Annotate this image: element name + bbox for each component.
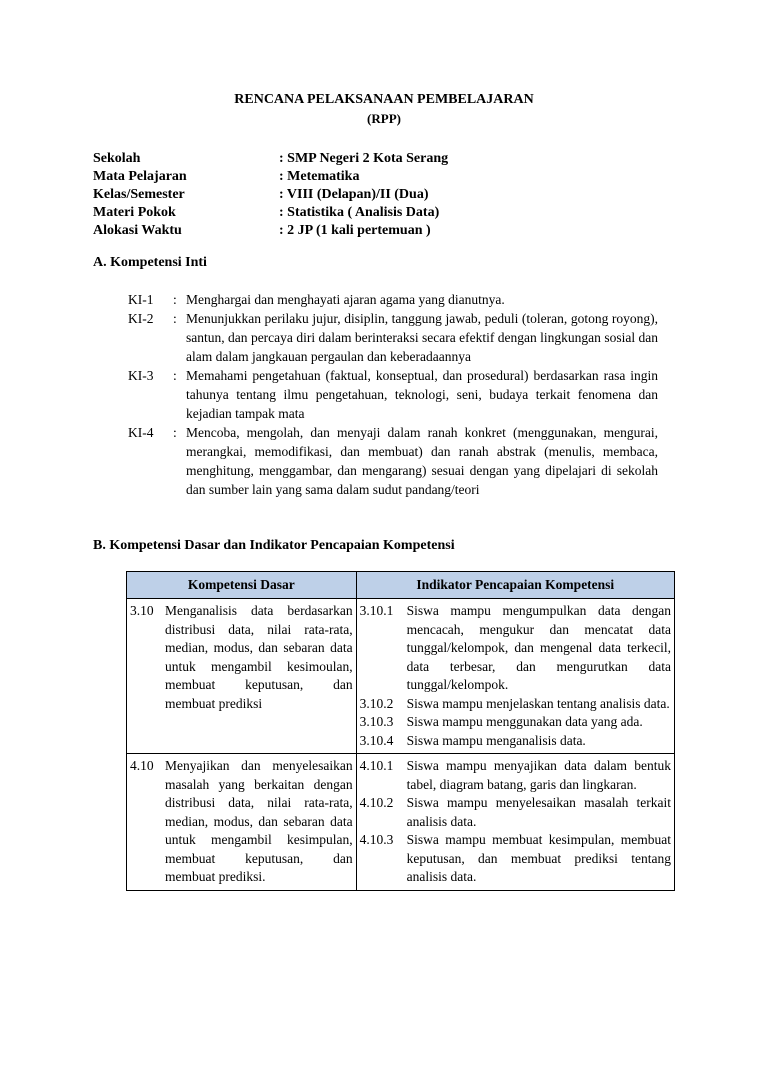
table-header-row <box>127 572 675 599</box>
ki-item <box>128 423 658 499</box>
ki-text: Mencoba, mengolah, dan menyaji dalam ranah konkret (menggunakan, mengurai, merangkai, memodifikasi, dan membuat) dan ranah abstrak (menulis, membaca, menghitung, menggambar, dan mengarang) sesuai dengan yang dipelajari di sekolah dan sumber lain yang sama dalam sudut pandang/teori <box>186 425 658 497</box>
competency-table <box>126 571 675 891</box>
document-subtitle: (RPP) <box>367 111 401 126</box>
kompetensi-inti-list <box>128 290 658 499</box>
section-b-heading: B. Kompetensi Dasar dan Indikator Pencapaian Kompetensi <box>93 538 455 553</box>
identity-value: : SMP Negeri 2 Kota Serang <box>279 151 449 166</box>
ki-item <box>128 309 658 366</box>
indicator-text: Siswa mampu menyajikan data dalam bentuk tabel, diagram batang, garis dan lingkaran. <box>406 758 671 792</box>
table-row <box>127 754 675 891</box>
ki-separator: : <box>173 292 177 307</box>
table-row <box>127 599 675 754</box>
indicator-item <box>360 794 671 831</box>
ki-code: KI-2 <box>128 311 154 326</box>
indicator-text: Siswa mampu menganalisis data. <box>406 732 586 748</box>
identity-label: Sekolah <box>93 151 141 166</box>
kd-number: 3.10 <box>130 603 154 618</box>
indicator-item <box>360 695 671 714</box>
indicator-text: Siswa mampu menggunakan data yang ada. <box>406 714 643 729</box>
ki-item <box>128 366 658 423</box>
indicator-text: Siswa mampu mengumpulkan data dengan mencacah, mengukur dan mencatat data tunggal/kelompok, dan mengenal data terkecil, data terbesar, dan mengurutkan data tunggal/kelompok. <box>406 603 671 692</box>
kd-cell <box>127 599 357 754</box>
indicator-number: 3.10.3 <box>359 714 394 729</box>
section-a-heading: A. Kompetensi Inti <box>93 255 207 270</box>
indicator-cell <box>356 599 674 754</box>
indicator-item <box>360 602 671 695</box>
kd-text: Menyajikan dan menyelesaikan masalah yang berkaitan dengan distribusi data, nilai rata-rata, median, modus, dan sebaran data untuk mengambil kesimpulan, membuat keputusan, dan membuat prediksi. <box>165 758 353 884</box>
identity-row <box>93 186 448 204</box>
identity-label: Alokasi Waktu <box>93 223 182 238</box>
column-header-indikator: Indikator Pencapaian Kompetensi <box>356 572 674 599</box>
identity-row <box>93 168 448 186</box>
indicator-item <box>360 732 671 751</box>
identity-value: : VIII (Delapan)/II (Dua) <box>279 187 429 202</box>
indicator-item <box>360 713 671 732</box>
indicator-cell <box>356 754 674 891</box>
identity-label: Materi Pokok <box>93 205 176 220</box>
identity-row <box>93 150 448 168</box>
indicator-text: Siswa mampu menyelesaikan masalah terkait analisis data. <box>406 795 671 829</box>
indicator-number: 4.10.3 <box>359 832 394 847</box>
ki-separator: : <box>173 368 177 383</box>
indicator-item <box>360 831 671 887</box>
identity-label: Kelas/Semester <box>93 187 185 202</box>
ki-separator: : <box>173 425 177 440</box>
identity-row <box>93 204 448 222</box>
identity-value: : Statistika ( Analisis Data) <box>279 205 440 220</box>
ki-text: Menunjukkan perilaku jujur, disiplin, tanggung jawab, peduli (toleran, gotong royong), santun, dan percaya diri dalam berinteraksi secara efektif dengan lingkungan sosial dan alam dalam jangkauan pergaulan dan keberadaannya <box>186 311 658 364</box>
ki-separator: : <box>173 311 177 326</box>
ki-code: KI-4 <box>128 425 154 440</box>
column-header-kompetensi-dasar: Kompetensi Dasar <box>127 572 357 599</box>
ki-code: KI-3 <box>128 368 154 383</box>
kd-number: 4.10 <box>130 758 154 773</box>
document-title: RENCANA PELAKSANAAN PEMBELAJARAN <box>234 92 534 107</box>
indicator-item <box>360 757 671 794</box>
indicator-text: Siswa mampu menjelaskan tentang analisis data. <box>406 695 670 711</box>
ki-text: Memahami pengetahuan (faktual, konseptual, dan prosedural) berdasarkan rasa ingin tahunya tentang ilmu pengetahuan, teknologi, seni, budaya terkait fenomena dan kejadian tampak mata <box>186 368 658 421</box>
kd-cell <box>127 754 357 891</box>
indicator-number: 4.10.2 <box>359 795 394 810</box>
indicator-number: 3.10.1 <box>359 603 394 618</box>
ki-text: Menghargai dan menghayati ajaran agama yang dianutnya. <box>186 292 505 307</box>
ki-item <box>128 290 658 309</box>
ki-code: KI-1 <box>128 292 154 307</box>
indicator-text: Siswa mampu membuat kesimpulan, membuat keputusan, dan membuat prediksi tentang analisis data. <box>406 832 671 884</box>
identity-label: Mata Pelajaran <box>93 169 187 184</box>
indicator-number: 4.10.1 <box>359 758 394 773</box>
indicator-number: 3.10.4 <box>359 732 394 748</box>
identity-value: : 2 JP (1 kali pertemuan ) <box>279 223 431 238</box>
identity-block <box>93 150 448 240</box>
identity-row <box>93 222 448 240</box>
identity-value: : Metematika <box>279 169 360 184</box>
kd-text: Menganalisis data berdasarkan distribusi data, nilai rata-rata, median, modus, dan sebaran data untuk mengambil kesimoulan, membuat keputusan, dan membuat prediksi <box>165 603 353 711</box>
indicator-number: 3.10.2 <box>359 695 394 711</box>
